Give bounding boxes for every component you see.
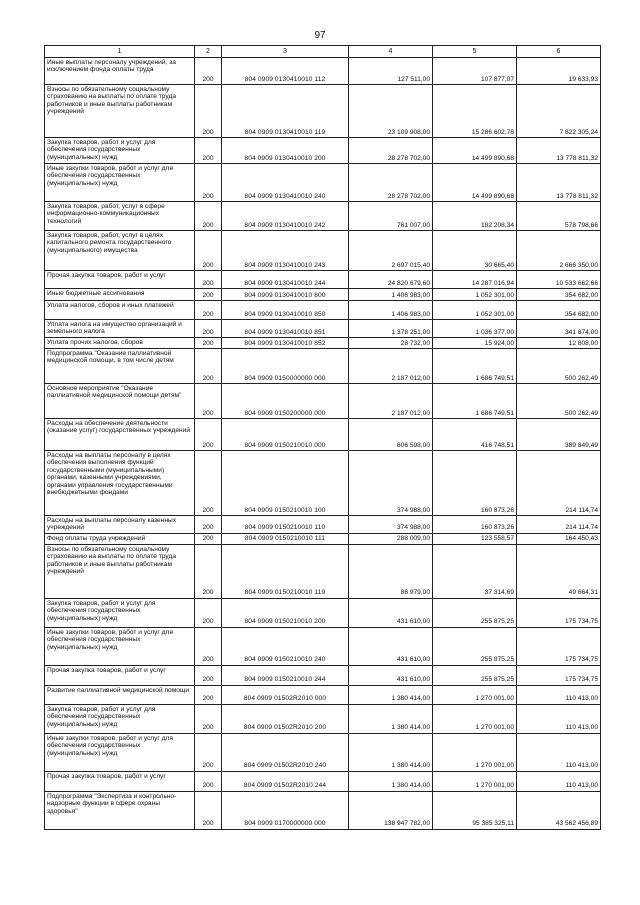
table-row [45,271,601,289]
row-name-cell: Закупка товаров, работ и услуг для обеспечения государственных (муниципальных) нужд [45,138,195,164]
row-approved-amount-cell: 1 380 414,00 [349,704,433,733]
row-name-cell: Закупка товаров, работ, услуг в сфере информационно-коммуникационных технологий [45,202,195,231]
row-kbk-cell: 804 0909 0130410010 242 [222,202,349,231]
row-code-cell: 200 [195,791,222,829]
column-header: 2 [195,46,222,58]
table-row [45,231,601,271]
row-unexecuted-amount-cell: 500 262,49 [517,349,601,384]
row-name-cell: Закупка товаров, работ и услуг для обеспечения государственных (муниципальных) нужд [45,598,195,627]
row-kbk-cell: 804 0909 01502R2010 000 [222,685,349,704]
table-row [45,320,601,338]
row-code-cell: 200 [195,58,222,85]
row-approved-amount-cell: 2 697 015,40 [349,231,433,271]
table-row [45,58,601,85]
row-executed-amount-cell: 1 270 001,00 [433,704,517,733]
row-approved-amount-cell: 127 511,00 [349,58,433,85]
row-name-cell: Иные закупки товаров, работ и услуг для обеспечения государственных (муниципальных) нужд [45,164,195,202]
row-code-cell: 200 [195,271,222,289]
column-header: 1 [45,46,195,58]
row-unexecuted-amount-cell: 10 533 662,66 [517,271,601,289]
row-kbk-cell: 804 0909 0150210010 240 [222,627,349,665]
row-code-cell: 200 [195,733,222,771]
row-code-cell: 200 [195,627,222,665]
row-code-cell: 200 [195,598,222,627]
row-kbk-cell: 804 0909 0130410010 852 [222,338,349,349]
row-executed-amount-cell: 1 052 301,00 [433,289,517,301]
table-row [45,771,601,791]
table-row [45,384,601,419]
row-approved-amount-cell: 374 988,00 [349,516,433,534]
row-kbk-cell: 804 0909 0150210010 111 [222,533,349,544]
table-row [45,451,601,516]
row-kbk-cell: 804 0909 0150000000 000 [222,349,349,384]
row-kbk-cell: 804 0909 01502R2010 240 [222,733,349,771]
row-code-cell: 200 [195,202,222,231]
row-executed-amount-cell: 1 270 001,00 [433,733,517,771]
row-approved-amount-cell: 28 278 702,00 [349,164,433,202]
table-row [45,533,601,544]
row-unexecuted-amount-cell: 341 874,00 [517,320,601,338]
row-code-cell: 200 [195,451,222,516]
row-executed-amount-cell: 1 036 377,00 [433,320,517,338]
row-kbk-cell: 804 0909 0130410010 243 [222,231,349,271]
row-kbk-cell: 804 0909 0130410010 112 [222,58,349,85]
row-executed-amount-cell: 14 287 016,94 [433,271,517,289]
row-approved-amount-cell: 2 187 012,00 [349,349,433,384]
row-approved-amount-cell: 431 610,00 [349,627,433,665]
budget-execution-table [44,45,601,830]
row-name-cell: Прочая закупка товаров, работ и услуг [45,271,195,289]
row-executed-amount-cell: 1 052 301,00 [433,301,517,320]
column-header: 6 [517,46,601,58]
row-unexecuted-amount-cell: 354 682,00 [517,301,601,320]
row-name-cell: Уплата налога на имущество организаций и земельного налога [45,320,195,338]
column-header: 4 [349,46,433,58]
row-approved-amount-cell: 28 732,00 [349,338,433,349]
row-executed-amount-cell: 15 924,00 [433,338,517,349]
row-code-cell: 200 [195,771,222,791]
row-kbk-cell: 804 0909 0150210010 110 [222,516,349,534]
table-row [45,685,601,704]
row-code-cell: 200 [195,338,222,349]
row-name-cell: Взносы по обязательному социальному страхованию на выплаты по оплате труда работников и иные выплаты работникам учреждений [45,85,195,138]
row-executed-amount-cell: 123 558,57 [433,533,517,544]
row-name-cell: Закупка товаров, работ и услуг для обеспечения государственных (муниципальных) нужд [45,704,195,733]
row-kbk-cell: 804 0909 0130410010 200 [222,138,349,164]
row-name-cell: Подпрограмма "Экспертиза и контрольно-надзорные функции в сфере охраны здоровья" [45,791,195,829]
row-kbk-cell: 804 0909 0130410010 800 [222,289,349,301]
row-unexecuted-amount-cell: 175 734,75 [517,598,601,627]
row-unexecuted-amount-cell: 110 413,00 [517,733,601,771]
row-approved-amount-cell: 23 109 908,00 [349,85,433,138]
row-executed-amount-cell: 1 686 749,51 [433,384,517,419]
row-unexecuted-amount-cell: 110 413,00 [517,685,601,704]
row-executed-amount-cell: 14 499 890,68 [433,164,517,202]
row-code-cell: 200 [195,138,222,164]
row-executed-amount-cell: 107 877,07 [433,58,517,85]
table-row [45,338,601,349]
row-kbk-cell: 804 0909 0150210010 119 [222,544,349,598]
row-approved-amount-cell: 1 406 983,00 [349,289,433,301]
table-row [45,665,601,685]
row-executed-amount-cell: 1 270 001,00 [433,685,517,704]
row-approved-amount-cell: 1 380 414,00 [349,733,433,771]
row-code-cell: 200 [195,231,222,271]
row-code-cell: 200 [195,533,222,544]
row-unexecuted-amount-cell: 354 682,00 [517,289,601,301]
table-row [45,202,601,231]
row-name-cell: Иные выплаты персоналу учреждений, за исключением фонда оплаты труда [45,58,195,85]
row-kbk-cell: 804 0909 0150210010 000 [222,419,349,451]
row-kbk-cell: 804 0909 0130410010 851 [222,320,349,338]
row-unexecuted-amount-cell: 2 666 350,00 [517,231,601,271]
row-unexecuted-amount-cell: 578 798,66 [517,202,601,231]
row-unexecuted-amount-cell: 175 734,75 [517,665,601,685]
row-unexecuted-amount-cell: 110 413,00 [517,771,601,791]
row-kbk-cell: 804 0909 0130410010 850 [222,301,349,320]
row-code-cell: 200 [195,85,222,138]
row-unexecuted-amount-cell: 7 822 305,24 [517,85,601,138]
row-approved-amount-cell: 2 187 012,00 [349,384,433,419]
row-executed-amount-cell: 30 665,40 [433,231,517,271]
table-row [45,516,601,534]
row-unexecuted-amount-cell: 500 262,49 [517,384,601,419]
row-executed-amount-cell: 182 208,34 [433,202,517,231]
row-code-cell: 200 [195,289,222,301]
table-row [45,627,601,665]
table-row [45,733,601,771]
row-code-cell: 200 [195,704,222,733]
row-name-cell: Расходы на выплаты персоналу в целях обеспечения выполнения функций государственными (муниципальными) органами, казенными учреждениями, органами управления государственными внебюджетными фондами [45,451,195,516]
row-unexecuted-amount-cell: 12 808,00 [517,338,601,349]
row-kbk-cell: 804 0909 0150210010 244 [222,665,349,685]
row-kbk-cell: 804 0909 0150210010 200 [222,598,349,627]
row-approved-amount-cell: 1 406 983,00 [349,301,433,320]
row-approved-amount-cell: 28 278 702,00 [349,138,433,164]
row-name-cell: Иные закупки товаров, работ и услуг для обеспечения государственных (муниципальных) нужд [45,627,195,665]
row-approved-amount-cell: 1 380 414,00 [349,685,433,704]
row-approved-amount-cell: 806 598,00 [349,419,433,451]
row-unexecuted-amount-cell: 110 413,00 [517,704,601,733]
page-number: 97 [314,30,326,41]
row-executed-amount-cell: 160 873,26 [433,451,517,516]
row-unexecuted-amount-cell: 175 734,75 [517,627,601,665]
row-code-cell: 200 [195,349,222,384]
row-name-cell: Подпрограмма "Оказание паллиативной медицинской помощи, в том числе детям [45,349,195,384]
table-row [45,791,601,829]
table-row [45,349,601,384]
table-row [45,85,601,138]
row-approved-amount-cell: 1 378 251,00 [349,320,433,338]
row-executed-amount-cell: 95 385 325,11 [433,791,517,829]
row-kbk-cell: 804 0909 0130410010 240 [222,164,349,202]
row-kbk-cell: 804 0909 01502R2010 244 [222,771,349,791]
row-name-cell: Уплата налогов, сборов и иных платежей [45,301,195,320]
row-kbk-cell: 804 0909 0130410010 119 [222,85,349,138]
row-code-cell: 200 [195,685,222,704]
row-code-cell: 200 [195,419,222,451]
row-unexecuted-amount-cell: 13 778 811,32 [517,164,601,202]
row-unexecuted-amount-cell: 19 633,93 [517,58,601,85]
row-unexecuted-amount-cell: 214 114,74 [517,516,601,534]
row-kbk-cell: 804 0909 0170000000 000 [222,791,349,829]
table-row [45,544,601,598]
row-approved-amount-cell: 86 979,00 [349,544,433,598]
row-executed-amount-cell: 1 270 001,00 [433,771,517,791]
row-executed-amount-cell: 160 873,26 [433,516,517,534]
row-name-cell: Фонд оплаты труда учреждений [45,533,195,544]
row-executed-amount-cell: 255 875,25 [433,665,517,685]
row-approved-amount-cell: 24 820 679,60 [349,271,433,289]
column-header: 5 [433,46,517,58]
row-kbk-cell: 804 0909 0150210010 100 [222,451,349,516]
row-name-cell: Уплата прочих налогов, сборов [45,338,195,349]
row-code-cell: 200 [195,164,222,202]
table-row [45,704,601,733]
table-row [45,289,601,301]
row-name-cell: Взносы по обязательному социальному страхованию на выплаты по оплате труда работников и иные выплаты работникам учреждений [45,544,195,598]
row-name-cell: Расходы на обеспечение деятельности (оказание услуг) государственных учреждений [45,419,195,451]
row-approved-amount-cell: 431 610,00 [349,598,433,627]
row-approved-amount-cell: 431 610,00 [349,665,433,685]
row-executed-amount-cell: 416 748,51 [433,419,517,451]
row-approved-amount-cell: 1 380 414,00 [349,771,433,791]
row-name-cell: Прочая закупка товаров, работ и услуг [45,771,195,791]
row-executed-amount-cell: 14 499 890,68 [433,138,517,164]
table-header-row [45,46,601,58]
row-approved-amount-cell: 288 009,00 [349,533,433,544]
row-unexecuted-amount-cell: 43 562 456,89 [517,791,601,829]
row-code-cell: 200 [195,384,222,419]
column-header: 3 [222,46,349,58]
table-row [45,138,601,164]
row-code-cell: 200 [195,544,222,598]
row-name-cell: Основное мероприятие "Оказание паллиативной медицинской помощи детям" [45,384,195,419]
row-code-cell: 200 [195,320,222,338]
row-name-cell: Развитие паллиативной медицинской помощи [45,685,195,704]
table-row [45,419,601,451]
row-name-cell: Прочая закупка товаров, работ и услуг [45,665,195,685]
row-executed-amount-cell: 37 314,69 [433,544,517,598]
row-executed-amount-cell: 255 875,25 [433,627,517,665]
row-unexecuted-amount-cell: 164 450,43 [517,533,601,544]
row-code-cell: 200 [195,516,222,534]
row-name-cell: Расходы на выплаты персоналу казенных учреждений [45,516,195,534]
row-unexecuted-amount-cell: 13 778 811,32 [517,138,601,164]
row-approved-amount-cell: 374 988,00 [349,451,433,516]
row-unexecuted-amount-cell: 214 114,74 [517,451,601,516]
row-approved-amount-cell: 138 947 782,00 [349,791,433,829]
row-name-cell: Закупка товаров, работ, услуг в целях капитального ремонта государственного (муниципального) имущества [45,231,195,271]
table-row [45,301,601,320]
row-code-cell: 200 [195,665,222,685]
table-row [45,164,601,202]
row-unexecuted-amount-cell: 389 849,49 [517,419,601,451]
table-row [45,598,601,627]
row-name-cell: Иные бюджетные ассигнования [45,289,195,301]
row-kbk-cell: 804 0909 0150200000 000 [222,384,349,419]
row-executed-amount-cell: 15 286 602,76 [433,85,517,138]
row-code-cell: 200 [195,301,222,320]
row-name-cell: Иные закупки товаров, работ и услуг для обеспечения государственных (муниципальных) нужд [45,733,195,771]
row-approved-amount-cell: 761 007,00 [349,202,433,231]
row-unexecuted-amount-cell: 49 664,31 [517,544,601,598]
row-kbk-cell: 804 0909 0130410010 244 [222,271,349,289]
row-kbk-cell: 804 0909 01502R2010 200 [222,704,349,733]
row-executed-amount-cell: 1 686 749,51 [433,349,517,384]
row-executed-amount-cell: 255 875,25 [433,598,517,627]
